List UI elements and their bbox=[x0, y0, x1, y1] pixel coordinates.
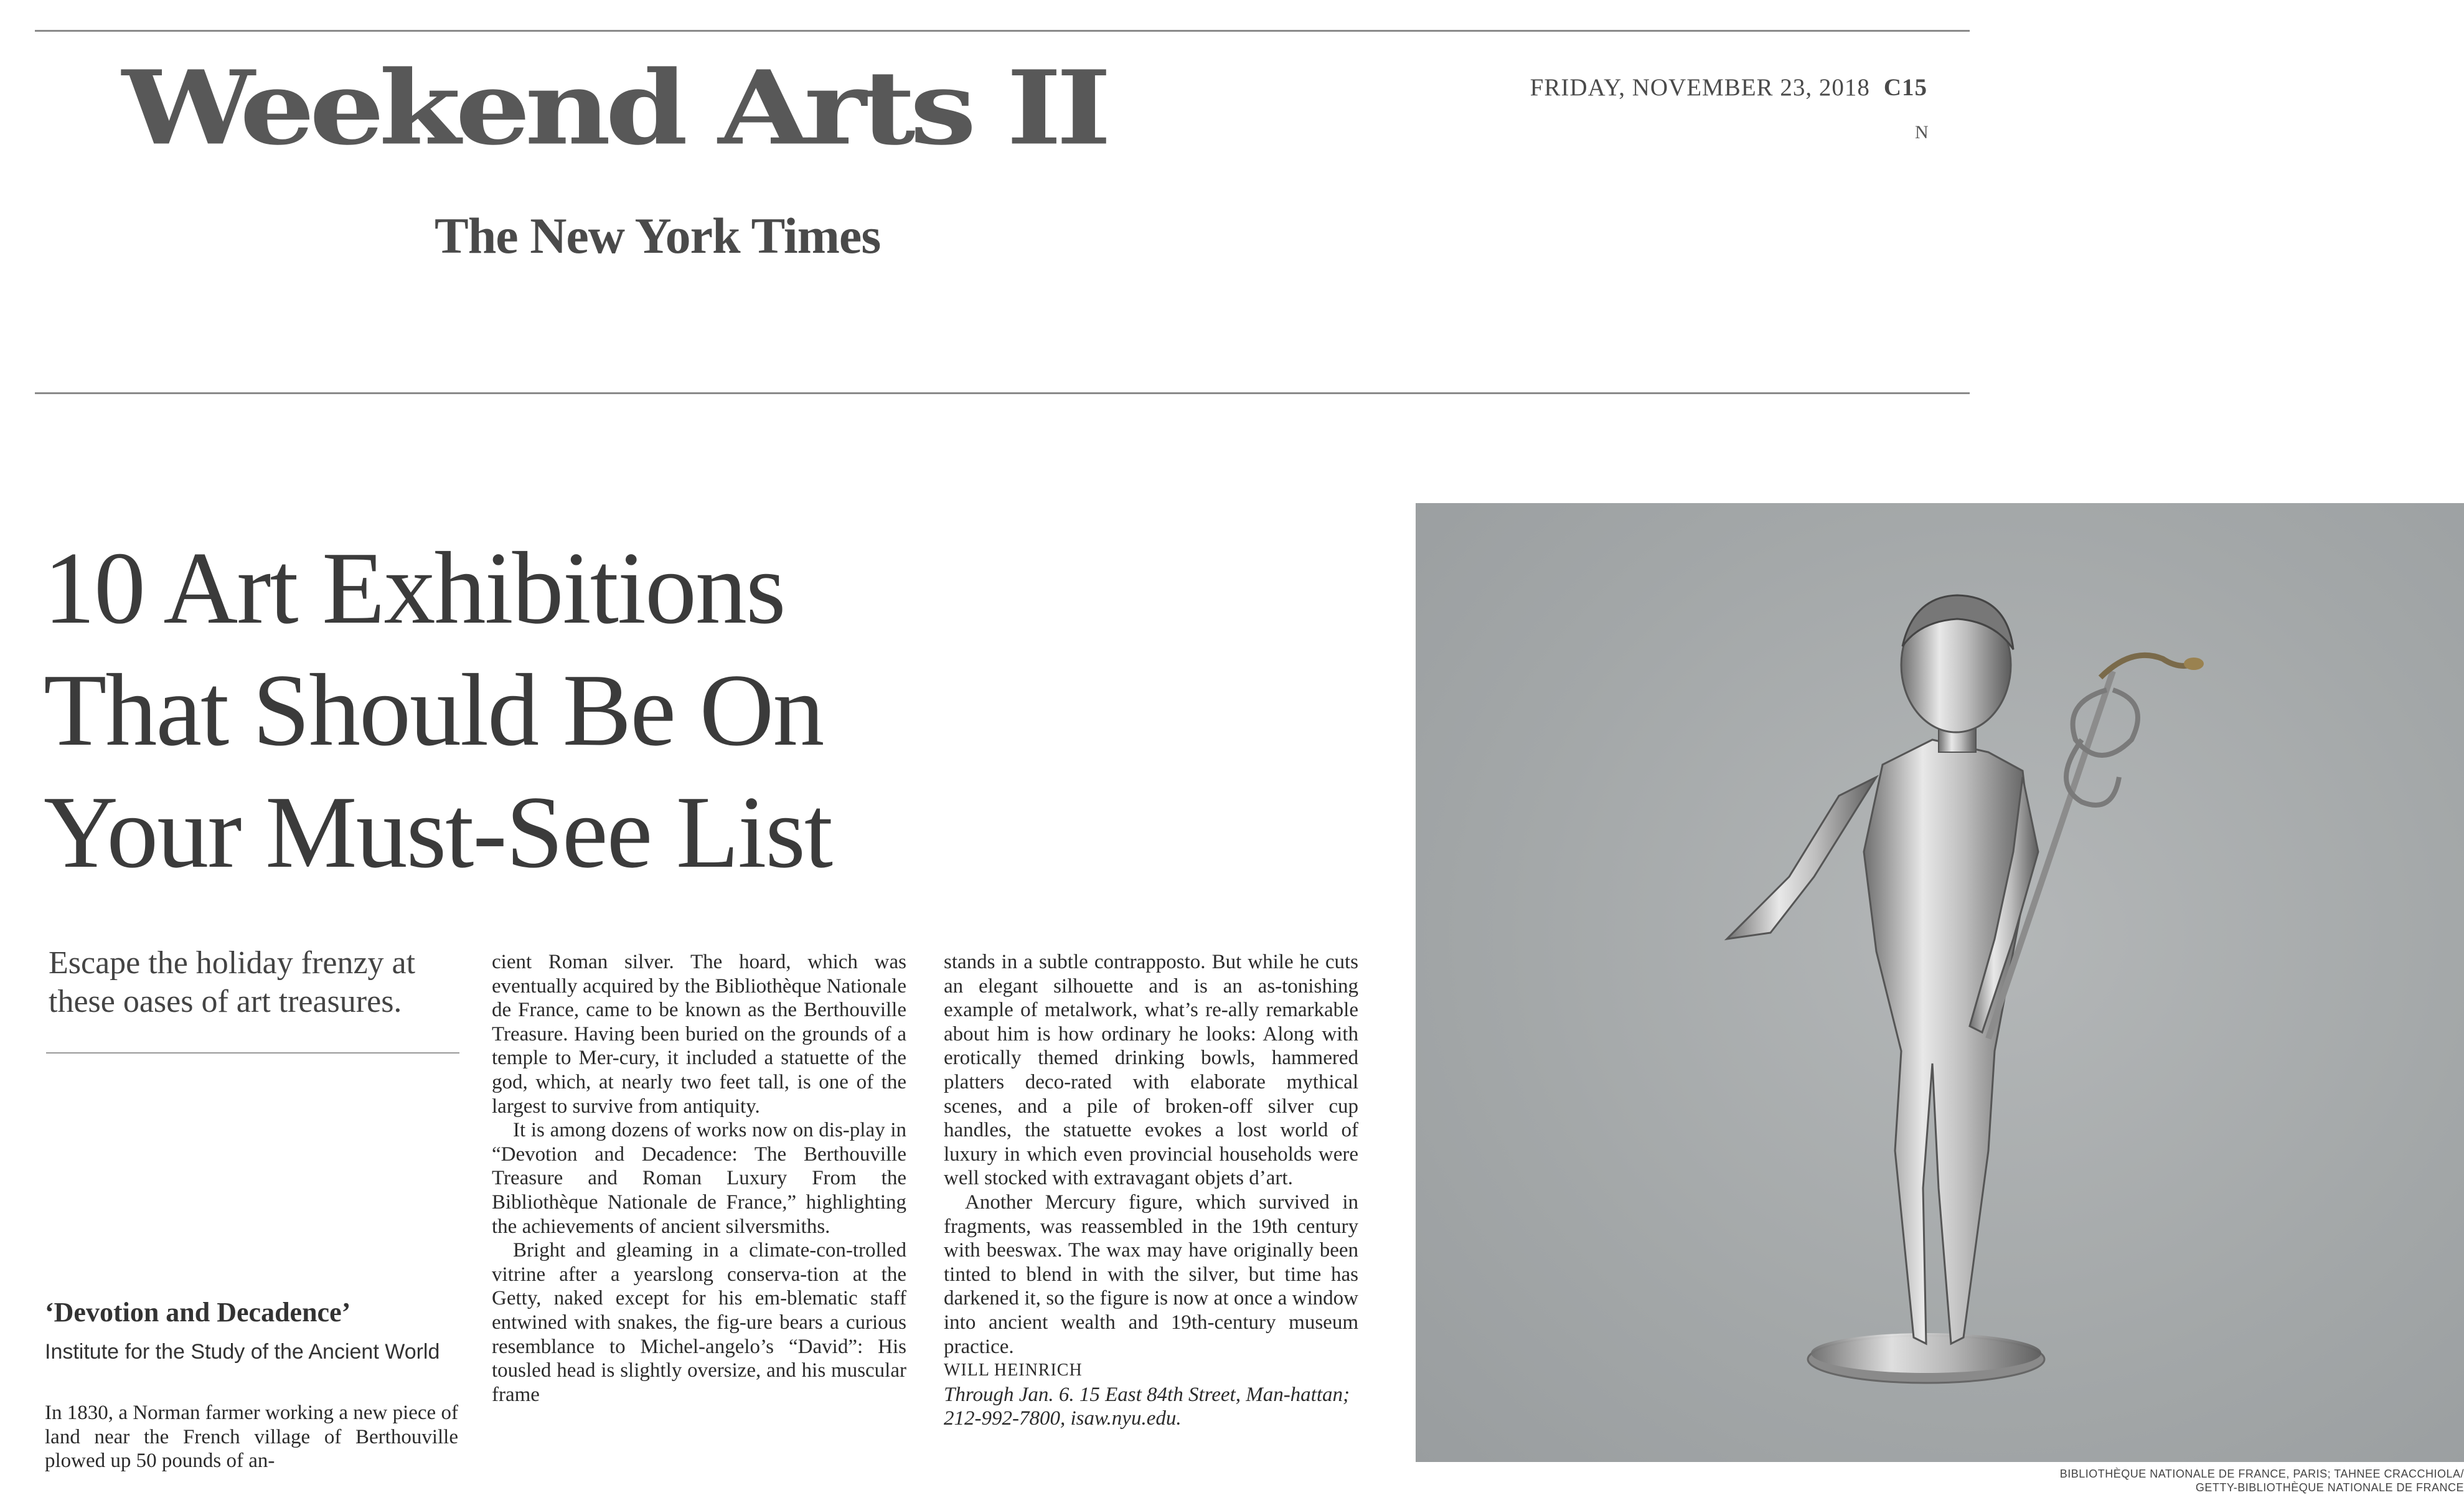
body-paragraph: Bright and gleaming in a climate-con-trolled vitrine after a yearslong conserva-tion at the Getty, naked except for his em-blematic staff entwined with snakes, the fig-ure bears a curious resemblance to Michel-angelo’s “David”: His tousled head is slightly oversize, and his muscular frame bbox=[492, 1239, 906, 1406]
deck-rule bbox=[46, 1052, 459, 1054]
headline-line: Your Must-See List bbox=[44, 775, 832, 889]
exhibition-venue: Institute for the Study of the Ancient World bbox=[45, 1340, 440, 1364]
dateline bbox=[1530, 73, 1927, 101]
deck-line: these oases of art treasures. bbox=[49, 984, 402, 1019]
credit-line: BIBLIOTHÈQUE NATIONALE DE FRANCE, PARIS; TAHNEE CRACCHIOLA/ bbox=[2059, 1468, 2464, 1480]
exhibition-title: ‘Devotion and Decadence’ bbox=[45, 1297, 351, 1328]
article-column-2 bbox=[492, 950, 906, 1407]
top-rule bbox=[35, 30, 1970, 32]
nyt-logo: The New York Times bbox=[435, 207, 881, 264]
body-paragraph: cient Roman silver. The hoard, which was eventually acquired by the Bibliothèque Nationale de France, came to be known as the Berthouville Treasure. Having been buried on the grounds of a temple to Mer-cury, it included a statuette of the god, which, at nearly two feet tall, is one of the largest to survive from antiquity. bbox=[492, 951, 906, 1118]
statuette-photo bbox=[1416, 503, 2464, 1462]
date-text: FRIDAY, NOVEMBER 23, 2018 bbox=[1530, 74, 1870, 101]
exhibition-info: Through Jan. 6. 15 East 84th Street, Man-hattan; 212-992-7800, isaw.nyu.edu. bbox=[944, 1383, 1350, 1430]
mercury-statuette-illustration bbox=[1416, 503, 2464, 1462]
credit-line: GETTY-BIBLIOTHÈQUE NATIONALE DE FRANCE bbox=[2195, 1481, 2464, 1494]
article-deck bbox=[49, 944, 459, 1021]
headline-line: 10 Art Exhibitions bbox=[44, 531, 785, 645]
byline: WILL HEINRICH bbox=[944, 1361, 1083, 1380]
page-number: C15 bbox=[1883, 74, 1927, 101]
edition-marker: N bbox=[1915, 122, 1929, 143]
deck-line: Escape the holiday frenzy at bbox=[49, 945, 416, 981]
article-headline bbox=[44, 527, 977, 893]
article-column-3 bbox=[944, 950, 1358, 1431]
body-paragraph: Another Mercury figure, which survived in fragments, was reassembled in the 19th century with beeswax. The wax may have originally been tinted to blend in with the silver, but time has darkened it, so the figure is now at once a window into ancient wealth and 19th-century museum practice. bbox=[944, 1191, 1358, 1358]
body-paragraph: stands in a subtle contrapposto. But while he cuts an elegant silhouette and is an as-tonishing example of metalwork, what’s re-ally remarkable about him is how ordinary he looks: Along with erotically themed drinking bowls, hammered platters deco-rated with elaborate mythical scenes, and a pile of broken-off silver cup handles, the statuette evokes a lost world of luxury in which even provincial households were well stocked with extravagant objets d’art. bbox=[944, 951, 1358, 1190]
body-paragraph: It is among dozens of works now on dis-play in “Devotion and Decadence: The Berthouville Treasure and Roman Luxury From the Bibliothèque Nationale de France,” highlighting the achievements of ancient silversmiths. bbox=[492, 1119, 906, 1238]
section-masthead: Weekend Arts II bbox=[122, 48, 1106, 168]
header-bottom-rule bbox=[35, 392, 1970, 394]
photo-credit bbox=[1416, 1467, 2464, 1494]
headline-line: That Should Be On bbox=[44, 653, 824, 767]
article-column-1 bbox=[45, 1401, 458, 1473]
body-paragraph: In 1830, a Norman farmer working a new piece of land near the French village of Berthouville plowed up 50 pounds of an- bbox=[45, 1402, 458, 1473]
